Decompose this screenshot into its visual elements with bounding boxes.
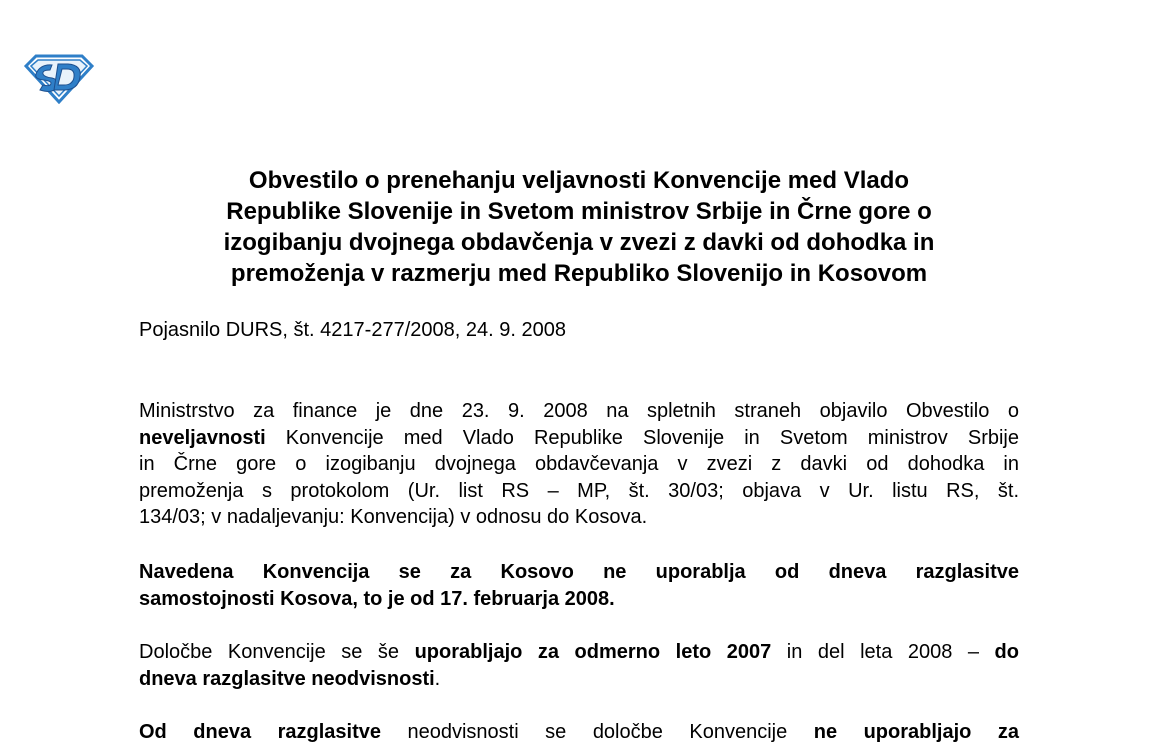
text-run: Določbe Konvencije se še	[139, 641, 415, 663]
text-line: in Črne gore o izogibanju dvojnega obdavčevanja v zvezi z davki od dohodka in	[139, 453, 1019, 475]
paragraph-notice	[139, 398, 1019, 531]
document-reference: Pojasnilo DURS, št. 4217-277/2008, 24. 9. 2008	[139, 319, 566, 341]
text-line	[139, 639, 1019, 666]
bold-term: Od dneva razglasitve	[139, 721, 381, 743]
title-line: Obvestilo o prenehanju veljavnosti Konvencije med Vlado	[248, 167, 910, 194]
text-line	[139, 425, 1019, 452]
title-line: izogibanju dvojnega obdavčenja v zvezi z davki od dohodka in	[223, 229, 935, 256]
paragraph-still-applied	[139, 639, 1019, 692]
bold-term: uporabljajo za odmerno leto 2007	[414, 641, 772, 663]
text-line: 134/03; v nadaljevanju: Konvencija) v odnosu do Kosova.	[139, 506, 648, 528]
document-title	[150, 165, 1008, 289]
text-line: premoženja s protokolom (Ur. list RS – MP, št. 30/03; objava v Ur. listu RS, št.	[139, 479, 1019, 502]
text-run: .	[434, 667, 441, 690]
bold-term: do	[994, 641, 1019, 663]
bold-term: ne uporabljajo za	[813, 721, 1019, 743]
text-run: Konvencije med Vlado Republike Slovenije in Svetom ministrov Srbije	[265, 426, 1019, 449]
paragraph-not-applied	[139, 559, 1019, 612]
title-line: premoženja v razmerju med Republiko Slovenijo in Kosovom	[230, 260, 928, 287]
text-line	[139, 719, 1019, 746]
text-line: Navedena Konvencija se za Kosovo ne uporablja od dneva razglasitve	[139, 561, 1019, 583]
paragraph-from-declaration	[139, 719, 1019, 746]
text-line: Ministrstvo za finance je dne 23. 9. 2008 na spletnih straneh objavilo Obvestilo o	[139, 400, 1019, 422]
sd-logo	[22, 50, 96, 104]
bold-term: dneva razglasitve neodvisnosti	[139, 667, 435, 690]
text-line: samostojnosti Kosova, to je od 17. februarja 2008.	[139, 587, 615, 610]
bold-term: neveljavnosti	[139, 426, 266, 449]
text-line	[139, 666, 1019, 693]
text-run: neodvisnosti se določbe Konvencije	[380, 721, 814, 743]
text-run: in del leta 2008 –	[771, 641, 995, 663]
title-line: Republike Slovenije in Svetom ministrov Srbije in Črne gore o	[226, 198, 932, 225]
